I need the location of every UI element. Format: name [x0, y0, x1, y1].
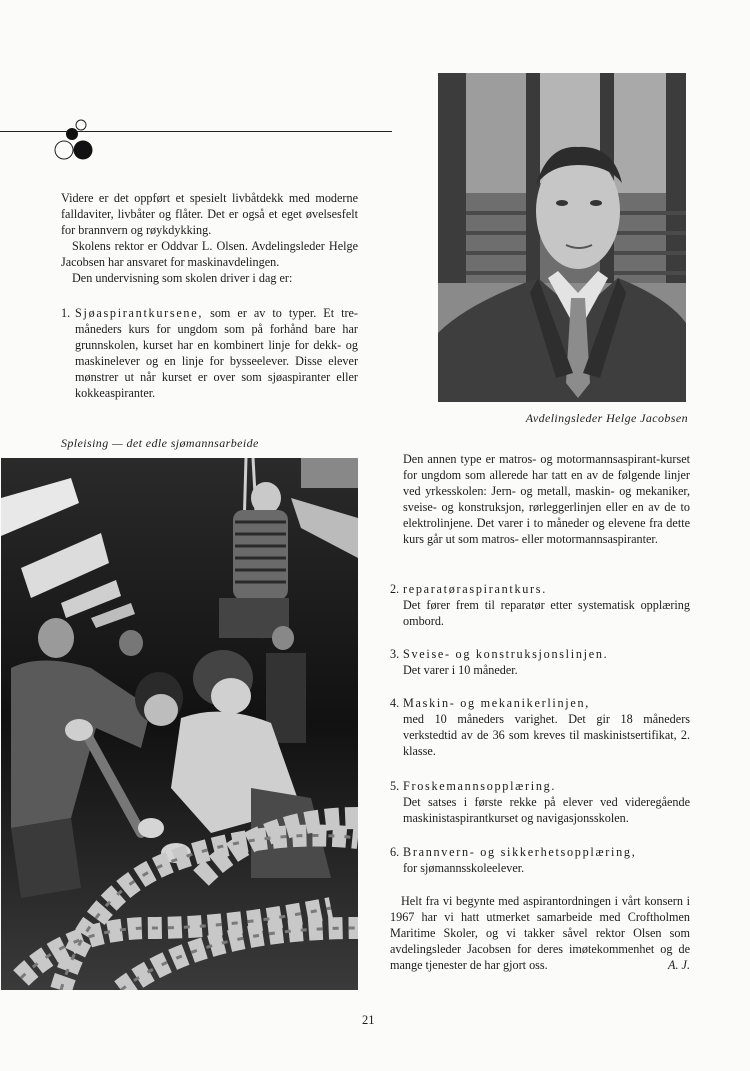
- decorative-dots-icon: [52, 116, 102, 162]
- item-1-body: som er av to typer. Et tre-måneders kurs for ungdom som på forhånd bare har grunnskolen, kurset har en kombinert linje for dekk- og maskinelever og en linje for bysseelever. Disse elever mønstrer ut når kurset er over som sjøaspiranter eller kokkeaspiranter.: [75, 306, 358, 400]
- list-item-3: [390, 646, 690, 678]
- right-continuation: Den annen type er matros- og motormannsaspirant-kurset for ungdom som allerede har tatt en av de følgende linjer ved yrkesskolen: Jern- og metall, maskin- og mekaniker, sveise- og konstruksjon, rørleggerlinjen eller en av de to elektrolinjene. Det varer i to måneder og elevene fra dette kurs går ut som matros- eller motormannsaspiranter.: [403, 452, 690, 546]
- item-4-text: med 10 måneders varighet. Det gir 18 måneders verkstedtid av de 36 som kreves til maskinistsertifikat, 2. klasse.: [403, 712, 690, 758]
- item-5-number: 5.: [390, 779, 400, 793]
- list-item-6: [390, 844, 690, 876]
- item-4-heading: Maskin- og mekanikerlinjen,: [403, 696, 591, 710]
- item-4-number: 4.: [390, 696, 400, 710]
- item-3-text: Det varer i 10 måneder.: [403, 663, 518, 677]
- left-photo-caption: Spleising — det edle sjømannsarbeide: [61, 436, 259, 450]
- list-item-2: [390, 581, 690, 629]
- item-5-text: Det satses i første rekke på elever ved videregående maskinistaspirantkurset og navigasjonsskolen.: [403, 795, 690, 825]
- closing-text: Helt fra vi begynte med aspirantordningen i vårt konsern i 1967 har vi hatt utmerket samarbeide med Croftholmen Maritime Skoler, og vi takker såvel rektor Olsen som avdelingsleder Jacobsen for deres imøtekommenhet og de mange tjenester de har gjort oss.: [390, 894, 690, 972]
- intro-paragraph-1: Videre er det oppført et spesielt livbåtdekk med moderne falldaviter, livbåter og flåter. Det er også et eget øvelsesfelt for brannvern og røykdykking.: [61, 191, 358, 237]
- item-2-text: Det fører frem til reparatør etter systematisk opplæring ombord.: [403, 598, 690, 628]
- list-item-5: [390, 778, 690, 826]
- item-3-number: 3.: [390, 647, 400, 661]
- item-6-text: for sjømannsskoleelever.: [403, 861, 525, 875]
- item-6-number: 6.: [390, 845, 400, 859]
- left-intro: [61, 190, 358, 286]
- list-item-1: [61, 305, 358, 401]
- intro-paragraph-2: Skolens rektor er Oddvar L. Olsen. Avdelingsleder Helge Jacobsen har ansvaret for maskinavdelingen.: [61, 239, 358, 269]
- item-1-number: 1.: [61, 306, 71, 320]
- page-number: 21: [362, 1013, 375, 1027]
- closing-paragraph: [390, 893, 690, 973]
- portrait-photo: [438, 73, 686, 402]
- item-1-heading: Sjøaspirantkursene,: [75, 306, 204, 320]
- signature: A. J.: [668, 958, 690, 972]
- item-3-heading: Sveise- og konstruksjonslinjen.: [403, 647, 609, 661]
- intro-paragraph-3: Den undervisning som skolen driver i dag er:: [72, 271, 293, 285]
- rope-splicing-photo: [1, 458, 358, 990]
- item-5-heading: Froskemannsopplæring.: [403, 779, 557, 793]
- list-item-4: [390, 695, 690, 759]
- item-2-number: 2.: [390, 582, 400, 596]
- item-2-heading: reparatøraspirantkurs.: [403, 582, 547, 596]
- item-1-text: [75, 305, 358, 401]
- item-6-heading: Brannvern- og sikkerhetsopplæring,: [403, 845, 637, 859]
- right-photo-caption: Avdelingsleder Helge Jacobsen: [525, 411, 688, 425]
